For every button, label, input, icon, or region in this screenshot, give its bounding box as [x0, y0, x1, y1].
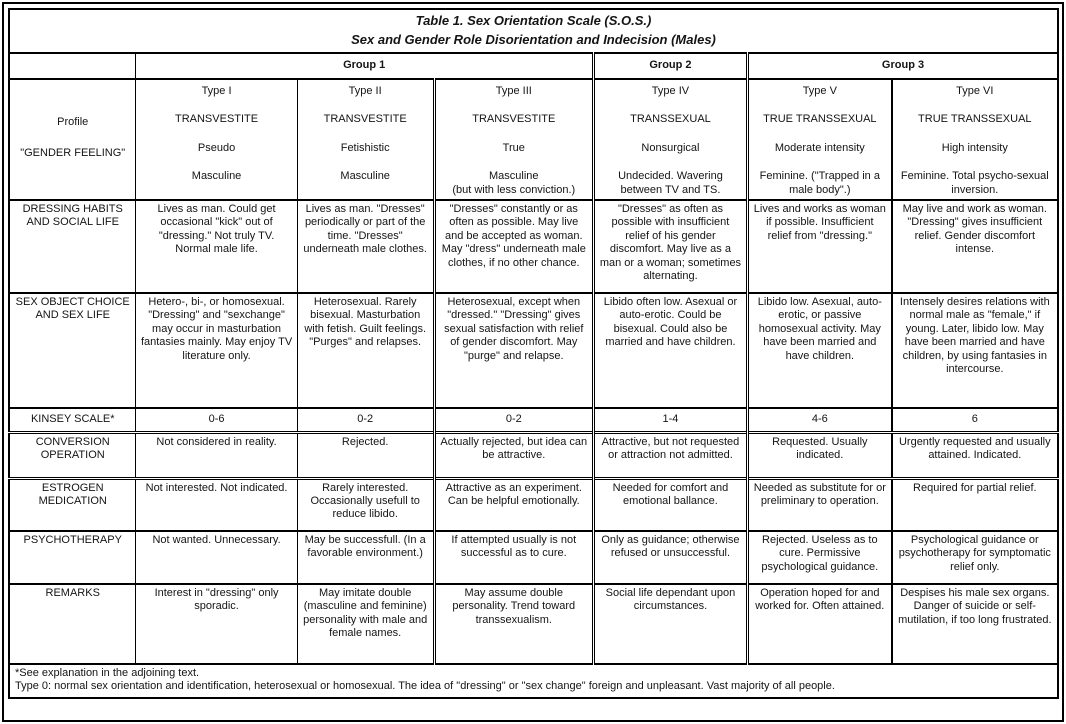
cell-estrogen-type-6: Required for partial relief. [892, 478, 1058, 531]
type-5-label: Type V [802, 85, 837, 97]
sos-table [8, 8, 1059, 699]
cell-sexobject-type-4: Libido often low. Asexual or auto-erotic. Could be bisexual. Could also be married and have children. [593, 293, 747, 408]
cell-conversion-type-1: Not considered in reality. [136, 432, 297, 478]
cell-psychotherapy-type-2: May be successfull. (In a favorable environment.) [297, 531, 434, 584]
cell-sexobject-type-2: Heterosexual. Rarely bisexual. Masturbation with fetish. Guilt feelings. "Purges" and relapses. [297, 293, 434, 408]
cell-psychotherapy-type-1: Not wanted. Unnecessary. [136, 531, 297, 584]
cell-remarks-type-3: May assume double personality. Trend toward transsexualism. [434, 584, 593, 664]
type-6-feeling: Feminine. Total psycho-sexual inversion. [900, 170, 1049, 196]
cell-remarks-type-4: Social life dependant upon circumstances. [593, 584, 747, 664]
cell-sexobject-type-5: Libido low. Asexual, auto-erotic, or passive homosexual activity. May have been married and have children. [748, 293, 892, 408]
conversion-operation-row [9, 432, 1058, 478]
table-title-line1: Table 1. Sex Orientation Scale (S.O.S.) [415, 13, 652, 29]
type-1-name: TRANSVESTITE [174, 113, 259, 126]
cell-kinsey-type-6: 6 [892, 408, 1058, 432]
type-2-label: Type II [348, 85, 382, 97]
cell-kinsey-type-3: 0-2 [434, 408, 593, 432]
cell-dressing-type-3: "Dresses" constantly or as often as possible. May live and be accepted as woman. May "dress" underneath male clothes, if no other chance. [434, 200, 593, 293]
type-3-variant: True [502, 141, 525, 154]
row-header-dressing-habits: DRESSING HABITS AND SOCIAL LIFE [9, 200, 136, 293]
type-2-header [297, 79, 434, 200]
type-3-header [434, 79, 593, 200]
row-header-sex-object: SEX OBJECT CHOICE AND SEX LIFE [9, 293, 136, 408]
row-header-estrogen: ESTROGEN MEDICATION [9, 478, 136, 531]
cell-psychotherapy-type-6: Psychological guidance or psychotherapy for symptomatic relief only. [892, 531, 1058, 584]
group-3-header: Group 3 [748, 53, 1058, 79]
type-4-feeling: Undecided. Wavering between TV and TS. [618, 170, 723, 196]
type-1-header [136, 79, 297, 200]
cell-kinsey-type-5: 4-6 [748, 408, 892, 432]
type-3-feeling: Masculine [489, 170, 539, 183]
footnote-line-1: *See explanation in the adjoining text. [15, 667, 200, 680]
cell-dressing-type-4: "Dresses" as often as possible with insufficient relief of his gender discomfort. May live as a man or a woman; sometimes alternating. [593, 200, 747, 293]
type-6-name: TRUE TRANSSEXUAL [918, 113, 1032, 126]
type-3-label: Type III [495, 85, 532, 97]
type-6-variant: High intensity [941, 141, 1008, 154]
type-6-label: Type VI [956, 85, 994, 97]
cell-remarks-type-2: May imitate double (masculine and feminine) personality with male and female names. [297, 584, 434, 664]
title-row [9, 9, 1058, 53]
psychotherapy-row [9, 531, 1058, 584]
dressing-habits-row [9, 200, 1058, 293]
estrogen-medication-row [9, 478, 1058, 531]
type-2-feeling: Masculine [340, 170, 390, 183]
row-header-profile [9, 79, 136, 200]
type-2-variant: Fetishistic [340, 141, 390, 154]
cell-psychotherapy-type-5: Rejected. Useless as to cure. Permissive psychological guidance. [748, 531, 892, 584]
type-2-name: TRANSVESTITE [323, 113, 407, 126]
type-1-variant: Pseudo [197, 141, 236, 154]
cell-sexobject-type-3: Heterosexual, except when "dressed." "Dressing" gives sexual satisfaction with relief of gender discomfort. May "purge" and relapse. [434, 293, 593, 408]
cell-conversion-type-5: Requested. Usually indicated. [748, 432, 892, 478]
row-header-psychotherapy: PSYCHOTHERAPY [9, 531, 136, 584]
gender-feeling-label: "GENDER FEELING" [20, 147, 126, 160]
cell-conversion-type-3: Actually rejected, but idea can be attractive. [434, 432, 593, 478]
row-header-remarks: REMARKS [9, 584, 136, 664]
cell-estrogen-type-4: Needed for comfort and emotional ballance. [593, 478, 747, 531]
footnote-line-2: Type 0: normal sex orientation and identification, heterosexual or homosexual. The idea of "dressing" or "sex change" foreign and unpleasant. Vast majority of all people. [15, 680, 835, 693]
spacer [14, 129, 131, 147]
cell-estrogen-type-2: Rarely interested. Occasionally usefull to reduce libido. [297, 478, 434, 531]
type-6-header [892, 79, 1058, 200]
footnotes [9, 664, 1058, 698]
group-header-row [9, 53, 1058, 79]
profile-label: Profile [57, 116, 89, 128]
type-4-variant: Nonsurgical [641, 141, 700, 154]
type-5-header [748, 79, 892, 200]
kinsey-scale-row [9, 408, 1058, 432]
profile-row [9, 79, 1058, 200]
type-4-header [593, 79, 747, 200]
cell-dressing-type-1: Lives as man. Could get occasional "kick" out of "dressing." Not truly TV. Normal male life. [136, 200, 297, 293]
cell-dressing-type-6: May live and work as woman. "Dressing" gives insufficient relief. Gender discomfort intense. [892, 200, 1058, 293]
cell-dressing-type-5: Lives and works as woman if possible. Insufficient relief from "dressing." [748, 200, 892, 293]
cell-psychotherapy-type-4: Only as guidance; otherwise refused or unsuccessful. [593, 531, 747, 584]
page-border [2, 2, 1064, 722]
cell-kinsey-type-1: 0-6 [136, 408, 297, 432]
cell-sexobject-type-6: Intensely desires relations with normal male as "female," if young. Later, libido low. May have been married and have children, by using fantasies in intercourse. [892, 293, 1058, 408]
cell-conversion-type-2: Rejected. [297, 432, 434, 478]
table-title-line2: Sex and Gender Role Disorientation and Indecision (Males) [351, 32, 716, 47]
row-header-kinsey-scale: KINSEY SCALE* [9, 408, 136, 432]
cell-remarks-type-1: Interest in "dressing" only sporadic. [136, 584, 297, 664]
remarks-row [9, 584, 1058, 664]
cell-dressing-type-2: Lives as man. "Dresses" periodically or part of the time. "Dresses" underneath male clothes. [297, 200, 434, 293]
type-1-feeling: Masculine [191, 170, 242, 183]
type-3-name: TRANSVESTITE [472, 113, 556, 126]
footnote-row [9, 664, 1058, 698]
type-4-name: TRANSSEXUAL [630, 113, 711, 126]
group-2-header: Group 2 [593, 53, 747, 79]
type-1-label: Type I [201, 85, 232, 97]
cell-conversion-type-6: Urgently requested and usually attained. Indicated. [892, 432, 1058, 478]
cell-kinsey-type-4: 1-4 [593, 408, 747, 432]
type-4-label: Type IV [651, 85, 690, 97]
sex-object-row [9, 293, 1058, 408]
cell-conversion-type-4: Attractive, but not requested or attraction not admitted. [593, 432, 747, 478]
cell-psychotherapy-type-3: If attempted usually is not successful as to cure. [434, 531, 593, 584]
corner-cell [9, 53, 136, 79]
type-5-variant: Moderate intensity [774, 141, 865, 154]
cell-sexobject-type-1: Hetero-, bi-, or homosexual. "Dressing" and "sexchange" may occur in masturbation fantasies mainly. May enjoy TV literature only. [136, 293, 297, 408]
type-5-feeling: Feminine. ("Trapped in a male body".) [759, 170, 880, 196]
row-header-conversion: CONVERSION OPERATION [9, 432, 136, 478]
cell-kinsey-type-2: 0-2 [297, 408, 434, 432]
type-5-name: TRUE TRANSSEXUAL [763, 113, 877, 126]
cell-estrogen-type-1: Not interested. Not indicated. [136, 478, 297, 531]
group-1-header: Group 1 [136, 53, 593, 79]
cell-estrogen-type-3: Attractive as an experiment. Can be helpful emotionally. [434, 478, 593, 531]
table-title [9, 9, 1058, 53]
type-3-feeling2: (but with less conviction.) [452, 183, 576, 196]
cell-remarks-type-6: Despises his male sex organs. Danger of suicide or self-mutilation, if too long frustrated. [892, 584, 1058, 664]
cell-estrogen-type-5: Needed as substitute for or preliminary to operation. [748, 478, 892, 531]
cell-remarks-type-5: Operation hoped for and worked for. Often attained. [748, 584, 892, 664]
